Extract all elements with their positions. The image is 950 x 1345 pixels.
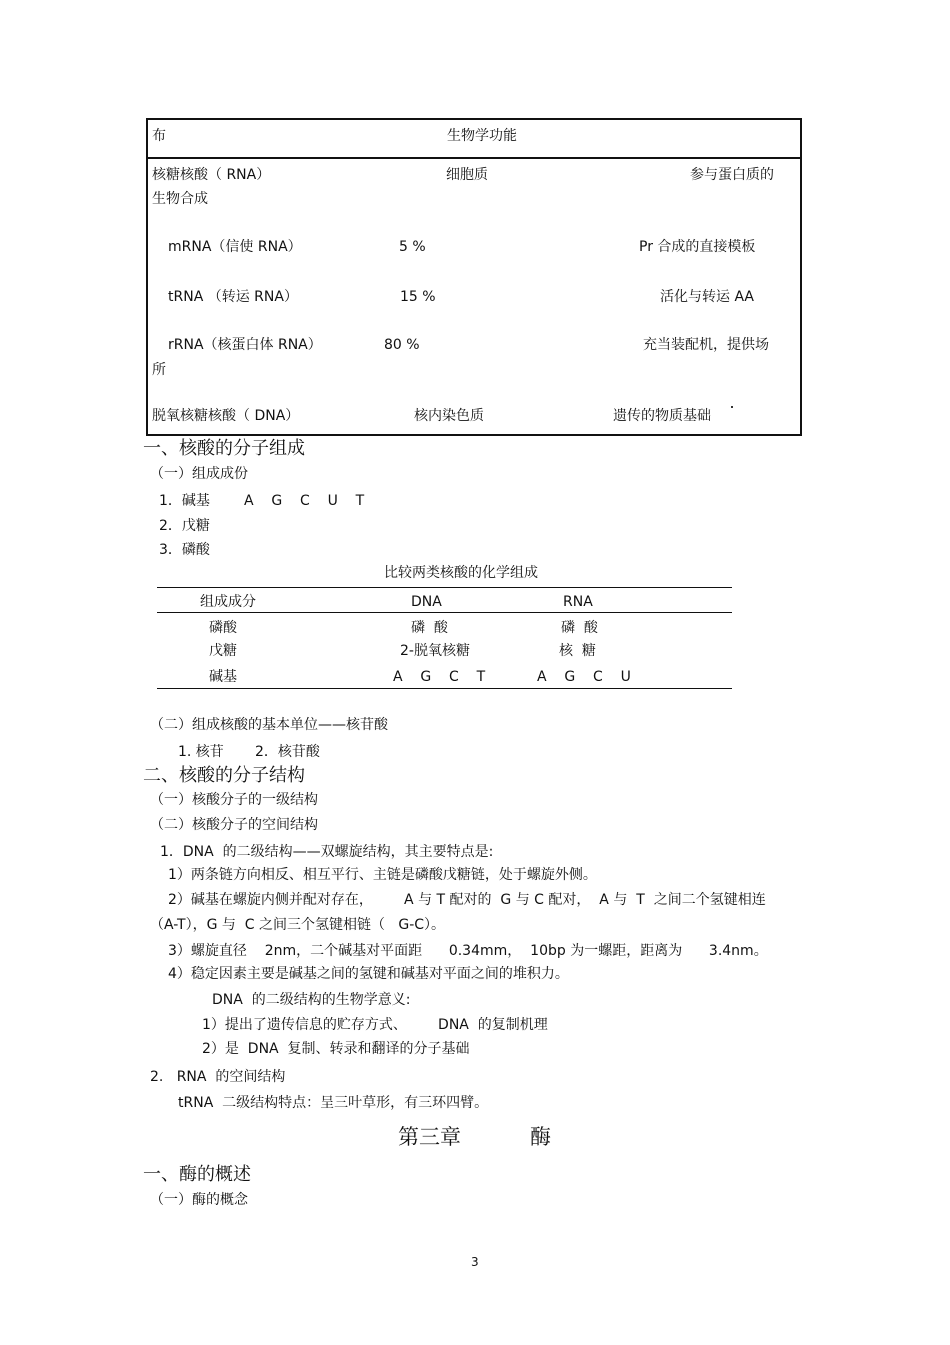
dna-feature-4: 4）稳定因素主要是碱基之间的氢键和碱基对平面之间的堆积力。 [168,966,569,982]
mrna-percent: 5 % [399,239,426,255]
dna-meaning-title: DNA 的二级结构的生物学意义: [212,992,411,1008]
compare-table-top-rule [157,587,732,588]
rna-function-cont: 生物合成 [152,191,208,207]
rrna-name: rRNA（核蛋白体 RNA） [168,337,322,353]
trna-percent: 15 % [400,289,436,305]
mrna-name: mRNA（信使 RNA） [168,239,302,255]
section1-sub1: （一）组成成份 [150,466,248,482]
dna-name: 脱氧核糖核酸（ DNA） [152,408,300,424]
compare-row-rna: 磷 酸 [561,620,598,636]
dna-meaning-2: 2）是 DNA 复制、转录和翻译的分子基础 [202,1041,470,1057]
section3-sub1: （一）酶的概念 [150,1192,248,1208]
item-phosphate: 3．磷酸 [159,542,210,558]
rna-name: 核糖核酸（ RNA） [152,167,271,183]
section1-sub2: （二）组成核酸的基本单位——核苷酸 [150,717,388,733]
compare-header-component: 组成成分 [200,594,256,610]
section2-sub1: （一）核酸分子的一级结构 [150,792,318,808]
compare-table-caption: 比较两类核酸的化学组成 [384,565,538,581]
rna-location: 细胞质 [446,167,488,183]
rrna-percent: 80 % [384,337,420,353]
section1-title: 一、核酸的分子组成 [143,438,305,459]
compare-row-label: 磷酸 [209,620,237,636]
rna-structure-title: 2. RNA 的空间结构 [150,1069,286,1085]
table-header-function: 生物学功能 [447,128,517,144]
section3-title: 一、酶的概述 [143,1164,251,1185]
compare-header-dna: DNA [411,594,442,610]
rna-function-table [146,118,802,436]
compare-row-rna: 核 糖 [559,643,596,659]
compare-header-rna: RNA [563,594,593,610]
table-header-distribution: 布 [152,128,166,144]
nucleotide-items: 1. 核苷 2．核苷酸 [178,744,320,760]
compare-row-dna: A G C T [393,669,486,685]
trna-name: tRNA （转运 RNA） [168,289,298,305]
dna-function: 遗传的物质基础 [613,408,711,424]
dna-feature-1: 1）两条链方向相反、相互平行、主链是磷酸戊糖链，处于螺旋外侧。 [168,867,597,883]
page-number: 3 [471,1255,479,1269]
stray-dot [731,406,733,408]
rrna-function: 充当装配机，提供场 [643,337,769,353]
dna-meaning-1: 1）提出了遗传信息的贮存方式、 DNA 的复制机理 [202,1017,548,1033]
mrna-function: Pr 合成的直接模板 [639,239,756,255]
compare-table-bottom-rule [157,688,732,689]
dna-location: 核内染色质 [414,408,484,424]
item-bases-label: 1．碱基 [159,493,210,509]
compare-row-dna: 磷 酸 [411,620,448,636]
compare-table-header-rule [157,612,732,613]
compare-row-dna: 2-脱氧核糖 [400,643,470,659]
dna-feature-2-cont: （A-T），G 与 C 之间三个氢键相链（ G-C）。 [150,917,446,933]
item-bases-list: A G C U T [244,493,365,509]
chapter-name: 酶 [530,1125,551,1149]
trna-function: 活化与转运 AA [660,289,754,305]
compare-row-label: 碱基 [209,669,237,685]
item-pentose: 2．戊糖 [159,518,210,534]
dna-feature-2: 2）碱基在螺旋内侧并配对存在， A 与 T 配对的 G 与 C 配对， A 与 T 之间二个氢键相连 [168,892,766,908]
chapter-label: 第三章 [398,1125,461,1149]
section2-sub2: （二）核酸分子的空间结构 [150,817,318,833]
rrna-function-cont: 所 [152,362,166,378]
dna-feature-3: 3）螺旋直径 2nm，二个碱基对平面距 0.34mm， 10bp 为一螺距，距离为 3.4nm。 [168,943,768,959]
trna-structure: tRNA 二级结构特点：呈三叶草形，有三环四臂。 [178,1095,489,1111]
section2-title: 二、核酸的分子结构 [143,765,305,786]
compare-row-rna: A G C U [537,669,631,685]
dna-secondary-title: 1．DNA 的二级结构——双螺旋结构，其主要特点是: [160,844,494,860]
rna-function: 参与蛋白质的 [690,167,774,183]
compare-row-label: 戊糖 [209,643,237,659]
table-header-divider [148,157,800,159]
